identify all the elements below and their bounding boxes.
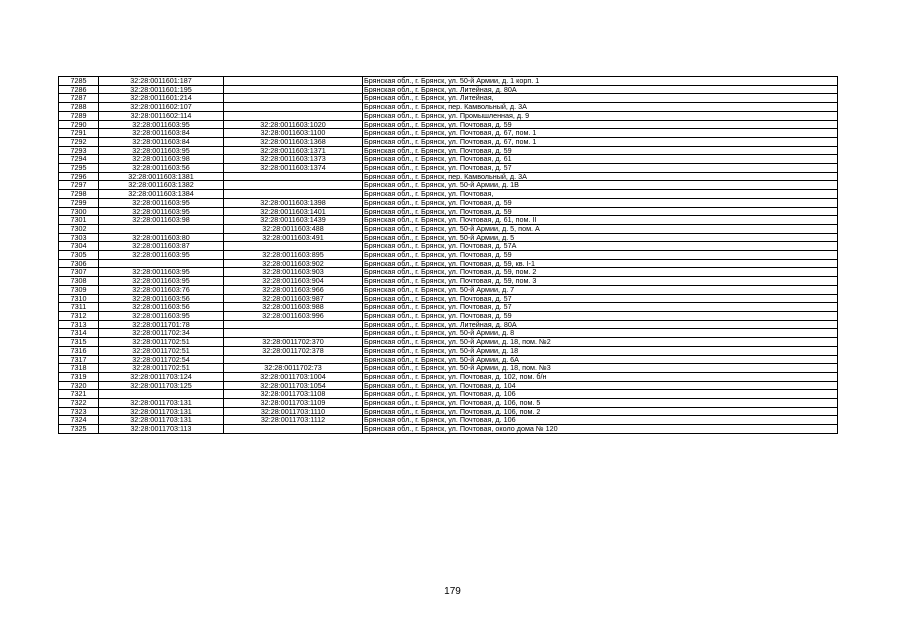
table-row: [59, 416, 838, 425]
address-cell: Брянская обл., г. Брянск, ул. Литейная,: [363, 94, 838, 103]
row-number-cell: 7321: [59, 390, 99, 399]
cadastral-number-cell: 32:28:0011603:95: [99, 311, 224, 320]
row-number-cell: 7310: [59, 294, 99, 303]
cadastral-number-cell: 32:28:0011603:84: [99, 129, 224, 138]
cadastral-number-cell: [99, 390, 224, 399]
row-number-cell: 7317: [59, 355, 99, 364]
related-cadastral-number-cell: 32:28:0011603:996: [224, 311, 363, 320]
row-number-cell: 7288: [59, 103, 99, 112]
related-cadastral-number-cell: 32:28:0011603:966: [224, 285, 363, 294]
address-cell: Брянская обл., г. Брянск, ул. Почтовая, д. 106: [363, 416, 838, 425]
row-number-cell: 7313: [59, 320, 99, 329]
cadastral-number-cell: 32:28:0011602:107: [99, 103, 224, 112]
address-cell: Брянская обл., г. Брянск, ул. Почтовая, д. 59, пом. 3: [363, 277, 838, 286]
row-number-cell: 7312: [59, 311, 99, 320]
cadastral-number-cell: 32:28:0011603:56: [99, 303, 224, 312]
row-number-cell: 7322: [59, 399, 99, 408]
related-cadastral-number-cell: [224, 190, 363, 199]
address-cell: Брянская обл., г. Брянск, пер. Камвольный, д. 3А: [363, 172, 838, 181]
row-number-cell: 7300: [59, 207, 99, 216]
cadastral-number-cell: 32:28:0011601:187: [99, 77, 224, 86]
row-number-cell: 7309: [59, 285, 99, 294]
table-row: [59, 294, 838, 303]
address-cell: Брянская обл., г. Брянск, ул. Почтовая, д. 57: [363, 294, 838, 303]
table-row: [59, 164, 838, 173]
table-row: [59, 285, 838, 294]
table-row: [59, 277, 838, 286]
address-cell: Брянская обл., г. Брянск, ул. 50-й Армии, д. 5: [363, 233, 838, 242]
related-cadastral-number-cell: 32:28:0011603:987: [224, 294, 363, 303]
row-number-cell: 7315: [59, 338, 99, 347]
table-row: [59, 155, 838, 164]
table-row: [59, 311, 838, 320]
row-number-cell: 7304: [59, 242, 99, 251]
address-cell: Брянская обл., г. Брянск, ул. Почтовая, д. 67, пом. 1: [363, 129, 838, 138]
related-cadastral-number-cell: 32:28:0011603:1374: [224, 164, 363, 173]
table-row: [59, 251, 838, 260]
table-row: [59, 103, 838, 112]
table-row: [59, 181, 838, 190]
related-cadastral-number-cell: 32:28:0011603:1020: [224, 120, 363, 129]
table-row: [59, 198, 838, 207]
address-cell: Брянская обл., г. Брянск, ул. Почтовая, д. 102, пом. б/н: [363, 372, 838, 381]
table-row: [59, 242, 838, 251]
row-number-cell: 7293: [59, 146, 99, 155]
related-cadastral-number-cell: [224, 111, 363, 120]
table-row: [59, 425, 838, 434]
cadastral-number-cell: 32:28:0011701:78: [99, 320, 224, 329]
related-cadastral-number-cell: 32:28:0011703:1112: [224, 416, 363, 425]
table-row: [59, 146, 838, 155]
related-cadastral-number-cell: 32:28:0011603:1368: [224, 137, 363, 146]
row-number-cell: 7289: [59, 111, 99, 120]
row-number-cell: 7305: [59, 251, 99, 260]
address-cell: Брянская обл., г. Брянск, ул. 50-й Армии, д. 6А: [363, 355, 838, 364]
related-cadastral-number-cell: 32:28:0011703:1110: [224, 407, 363, 416]
table-row: [59, 224, 838, 233]
related-cadastral-number-cell: 32:28:0011603:488: [224, 224, 363, 233]
cadastral-number-cell: 32:28:0011603:95: [99, 268, 224, 277]
cadastral-number-cell: 32:28:0011703:131: [99, 407, 224, 416]
table-row: [59, 111, 838, 120]
cadastral-number-cell: 32:28:0011603:1382: [99, 181, 224, 190]
related-cadastral-number-cell: [224, 172, 363, 181]
cadastral-number-cell: 32:28:0011702:34: [99, 329, 224, 338]
related-cadastral-number-cell: 32:28:0011703:1054: [224, 381, 363, 390]
row-number-cell: 7307: [59, 268, 99, 277]
row-number-cell: 7301: [59, 216, 99, 225]
table-row: [59, 233, 838, 242]
row-number-cell: 7325: [59, 425, 99, 434]
cadastral-number-cell: [99, 259, 224, 268]
related-cadastral-number-cell: [224, 355, 363, 364]
row-number-cell: 7324: [59, 416, 99, 425]
cadastral-number-cell: 32:28:0011703:113: [99, 425, 224, 434]
row-number-cell: 7294: [59, 155, 99, 164]
address-cell: Брянская обл., г. Брянск, ул. Почтовая, д. 59: [363, 198, 838, 207]
address-cell: Брянская обл., г. Брянск, ул. Почтовая,: [363, 190, 838, 199]
row-number-cell: 7291: [59, 129, 99, 138]
row-number-cell: 7318: [59, 364, 99, 373]
address-cell: Брянская обл., г. Брянск, ул. Почтовая, д. 59: [363, 146, 838, 155]
row-number-cell: 7286: [59, 85, 99, 94]
row-number-cell: 7320: [59, 381, 99, 390]
table-row: [59, 207, 838, 216]
row-number-cell: 7290: [59, 120, 99, 129]
table-row: [59, 137, 838, 146]
table-row: [59, 303, 838, 312]
registry-table-body: [59, 77, 838, 434]
table-row: [59, 129, 838, 138]
address-cell: Брянская обл., г. Брянск, пер. Камвольный, д. 3А: [363, 103, 838, 112]
related-cadastral-number-cell: [224, 94, 363, 103]
cadastral-number-cell: 32:28:0011702:54: [99, 355, 224, 364]
related-cadastral-number-cell: [224, 77, 363, 86]
table-row: [59, 355, 838, 364]
registry-table: [58, 76, 838, 434]
cadastral-number-cell: 32:28:0011603:56: [99, 294, 224, 303]
cadastral-number-cell: 32:28:0011601:214: [99, 94, 224, 103]
address-cell: Брянская обл., г. Брянск, ул. Почтовая, д. 67, пом. 1: [363, 137, 838, 146]
row-number-cell: 7292: [59, 137, 99, 146]
related-cadastral-number-cell: 32:28:0011702:73: [224, 364, 363, 373]
address-cell: Брянская обл., г. Брянск, ул. Почтовая, д. 104: [363, 381, 838, 390]
related-cadastral-number-cell: 32:28:0011703:1109: [224, 399, 363, 408]
table-row: [59, 399, 838, 408]
table-row: [59, 320, 838, 329]
address-cell: Брянская обл., г. Брянск, ул. Почтовая, д. 57А: [363, 242, 838, 251]
address-cell: Брянская обл., г. Брянск, ул. 50-й Армии, д. 18: [363, 346, 838, 355]
related-cadastral-number-cell: 32:28:0011603:1398: [224, 198, 363, 207]
row-number-cell: 7287: [59, 94, 99, 103]
address-cell: Брянская обл., г. Брянск, ул. Почтовая, д. 59: [363, 120, 838, 129]
cadastral-number-cell: 32:28:0011603:1381: [99, 172, 224, 181]
cadastral-number-cell: 32:28:0011603:98: [99, 155, 224, 164]
address-cell: Брянская обл., г. Брянск, ул. Почтовая, д. 61, пом. II: [363, 216, 838, 225]
table-row: [59, 77, 838, 86]
address-cell: Брянская обл., г. Брянск, ул. Почтовая, около дома № 120: [363, 425, 838, 434]
cadastral-number-cell: 32:28:0011702:51: [99, 364, 224, 373]
related-cadastral-number-cell: [224, 181, 363, 190]
cadastral-number-cell: 32:28:0011602:114: [99, 111, 224, 120]
address-cell: Брянская обл., г. Брянск, ул. Литейная, д. 80А: [363, 320, 838, 329]
cadastral-number-cell: [99, 224, 224, 233]
row-number-cell: 7308: [59, 277, 99, 286]
cadastral-number-cell: 32:28:0011601:195: [99, 85, 224, 94]
cadastral-number-cell: 32:28:0011603:95: [99, 277, 224, 286]
cadastral-number-cell: 32:28:0011603:95: [99, 198, 224, 207]
cadastral-number-cell: 32:28:0011603:76: [99, 285, 224, 294]
related-cadastral-number-cell: 32:28:0011603:1439: [224, 216, 363, 225]
related-cadastral-number-cell: 32:28:0011702:370: [224, 338, 363, 347]
address-cell: Брянская обл., г. Брянск, ул. 50-й Армии, д. 1 корп. 1: [363, 77, 838, 86]
address-cell: Брянская обл., г. Брянск, ул. 50-й Армии, д. 8: [363, 329, 838, 338]
related-cadastral-number-cell: [224, 85, 363, 94]
table-row: [59, 190, 838, 199]
cadastral-number-cell: 32:28:0011603:1384: [99, 190, 224, 199]
address-cell: Брянская обл., г. Брянск, ул. 50-й Армии, д. 18, пом. №3: [363, 364, 838, 373]
row-number-cell: 7311: [59, 303, 99, 312]
cadastral-number-cell: 32:28:0011603:84: [99, 137, 224, 146]
table-row: [59, 372, 838, 381]
table-row: [59, 338, 838, 347]
related-cadastral-number-cell: 32:28:0011603:1371: [224, 146, 363, 155]
cadastral-number-cell: 32:28:0011703:125: [99, 381, 224, 390]
row-number-cell: 7298: [59, 190, 99, 199]
address-cell: Брянская обл., г. Брянск, ул. 50-й Армии, д. 7: [363, 285, 838, 294]
related-cadastral-number-cell: 32:28:0011603:1100: [224, 129, 363, 138]
row-number-cell: 7299: [59, 198, 99, 207]
address-cell: Брянская обл., г. Брянск, ул. Почтовая, д. 59, кв. I-1: [363, 259, 838, 268]
related-cadastral-number-cell: 32:28:0011702:378: [224, 346, 363, 355]
row-number-cell: 7319: [59, 372, 99, 381]
table-row: [59, 381, 838, 390]
row-number-cell: 7303: [59, 233, 99, 242]
table-row: [59, 94, 838, 103]
address-cell: Брянская обл., г. Брянск, ул. Почтовая, д. 106, пом. 5: [363, 399, 838, 408]
cadastral-number-cell: 32:28:0011703:131: [99, 399, 224, 408]
row-number-cell: 7323: [59, 407, 99, 416]
related-cadastral-number-cell: 32:28:0011603:895: [224, 251, 363, 260]
related-cadastral-number-cell: [224, 329, 363, 338]
table-row: [59, 268, 838, 277]
address-cell: Брянская обл., г. Брянск, ул. Почтовая, д. 59, пом. 2: [363, 268, 838, 277]
address-cell: Брянская обл., г. Брянск, ул. Почтовая, д. 59: [363, 251, 838, 260]
related-cadastral-number-cell: 32:28:0011603:903: [224, 268, 363, 277]
related-cadastral-number-cell: 32:28:0011603:1373: [224, 155, 363, 164]
related-cadastral-number-cell: 32:28:0011703:1108: [224, 390, 363, 399]
row-number-cell: 7302: [59, 224, 99, 233]
table-row: [59, 346, 838, 355]
table-row: [59, 407, 838, 416]
address-cell: Брянская обл., г. Брянск, ул. Почтовая, д. 57: [363, 164, 838, 173]
row-number-cell: 7306: [59, 259, 99, 268]
related-cadastral-number-cell: [224, 425, 363, 434]
related-cadastral-number-cell: 32:28:0011603:491: [224, 233, 363, 242]
address-cell: Брянская обл., г. Брянск, ул. 50-й Армии, д. 5, пом. А: [363, 224, 838, 233]
related-cadastral-number-cell: 32:28:0011603:902: [224, 259, 363, 268]
table-row: [59, 120, 838, 129]
address-cell: Брянская обл., г. Брянск, ул. Почтовая, д. 106, пом. 2: [363, 407, 838, 416]
cadastral-number-cell: 32:28:0011603:56: [99, 164, 224, 173]
related-cadastral-number-cell: [224, 242, 363, 251]
row-number-cell: 7316: [59, 346, 99, 355]
address-cell: Брянская обл., г. Брянск, ул. Почтовая, д. 59: [363, 207, 838, 216]
table-row: [59, 216, 838, 225]
page-number: 179: [444, 586, 461, 597]
cadastral-number-cell: 32:28:0011603:87: [99, 242, 224, 251]
cadastral-number-cell: 32:28:0011603:80: [99, 233, 224, 242]
cadastral-number-cell: 32:28:0011702:51: [99, 338, 224, 347]
table-row: [59, 259, 838, 268]
cadastral-number-cell: 32:28:0011603:98: [99, 216, 224, 225]
row-number-cell: 7296: [59, 172, 99, 181]
row-number-cell: 7285: [59, 77, 99, 86]
related-cadastral-number-cell: [224, 320, 363, 329]
table-row: [59, 329, 838, 338]
address-cell: Брянская обл., г. Брянск, ул. Почтовая, д. 59: [363, 311, 838, 320]
cadastral-number-cell: 32:28:0011603:95: [99, 120, 224, 129]
related-cadastral-number-cell: 32:28:0011603:988: [224, 303, 363, 312]
cadastral-number-cell: 32:28:0011603:95: [99, 146, 224, 155]
cadastral-number-cell: 32:28:0011702:51: [99, 346, 224, 355]
row-number-cell: 7297: [59, 181, 99, 190]
table-row: [59, 390, 838, 399]
cadastral-number-cell: 32:28:0011703:131: [99, 416, 224, 425]
address-cell: Брянская обл., г. Брянск, ул. 50-й Армии, д. 18, пом. №2: [363, 338, 838, 347]
address-cell: Брянская обл., г. Брянск, ул. Литейная, д. 80А: [363, 85, 838, 94]
table-row: [59, 172, 838, 181]
address-cell: Брянская обл., г. Брянск, ул. Почтовая, д. 61: [363, 155, 838, 164]
address-cell: Брянская обл., г. Брянск, ул. Почтовая, д. 57: [363, 303, 838, 312]
table-row: [59, 364, 838, 373]
related-cadastral-number-cell: 32:28:0011603:904: [224, 277, 363, 286]
address-cell: Брянская обл., г. Брянск, ул. Почтовая, д. 106: [363, 390, 838, 399]
related-cadastral-number-cell: 32:28:0011603:1401: [224, 207, 363, 216]
address-cell: Брянская обл., г. Брянск, ул. Промышленная, д. 9: [363, 111, 838, 120]
row-number-cell: 7295: [59, 164, 99, 173]
cadastral-number-cell: 32:28:0011703:124: [99, 372, 224, 381]
address-cell: Брянская обл., г. Брянск, ул. 50-й Армии, д. 1В: [363, 181, 838, 190]
row-number-cell: 7314: [59, 329, 99, 338]
related-cadastral-number-cell: [224, 103, 363, 112]
table-row: [59, 85, 838, 94]
cadastral-number-cell: 32:28:0011603:95: [99, 207, 224, 216]
related-cadastral-number-cell: 32:28:0011703:1004: [224, 372, 363, 381]
cadastral-number-cell: 32:28:0011603:95: [99, 251, 224, 260]
